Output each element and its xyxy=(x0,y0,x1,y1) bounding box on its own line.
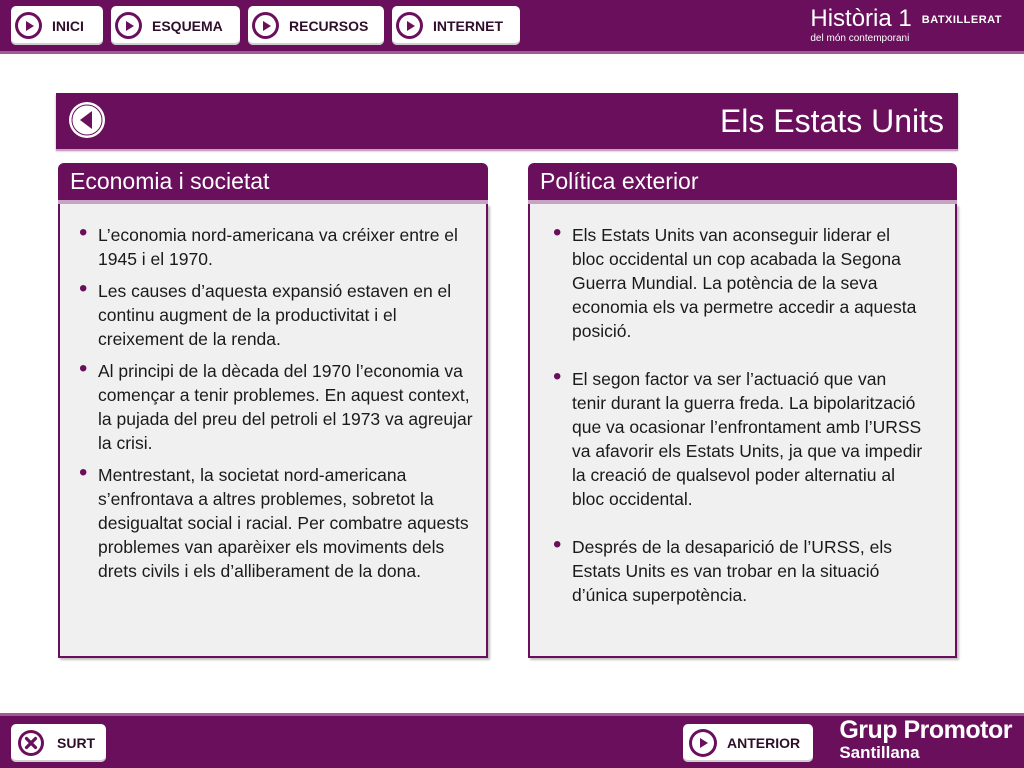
play-icon xyxy=(689,729,717,757)
list-item: • Els Estats Units van aconseguir liderar el bloc occidental un cop acabada la Segona Guerra Mundial. La potència de la seva economia els va permetre accedir a aquesta posició. xyxy=(553,223,923,343)
play-icon xyxy=(15,12,42,39)
panel-politica xyxy=(528,163,957,658)
play-icon xyxy=(396,12,423,39)
panel-heading: Economia i societat xyxy=(58,163,488,200)
nav-button-label: ESQUEMA xyxy=(152,17,223,34)
play-icon xyxy=(115,12,142,39)
page-header xyxy=(56,93,958,149)
page-header-divider xyxy=(56,149,958,151)
nav-button-label: INTERNET xyxy=(433,17,503,34)
list-item: • El segon factor va ser l’actuació que van tenir durant la guerra freda. La bipolarització que va ocasionar l’enfrontament amb l’URSS va afavorir els Estats Units, ja que va impedir la creació de qualsevol poder alternatiu al bloc occidental. xyxy=(553,367,923,511)
page-title: Els Estats Units xyxy=(719,103,944,139)
nav-button-inici[interactable] xyxy=(11,6,103,45)
list-item: • L’economia nord-americana va créixer entre el 1945 i el 1970. xyxy=(79,223,474,271)
play-icon xyxy=(252,12,279,39)
list-item: • Les causes d’aquesta expansió estaven en el continu augment de la productivitat i el creixement de la renda. xyxy=(79,279,474,351)
top-bar-divider xyxy=(0,51,1024,54)
exit-button-label: SURT xyxy=(57,735,96,751)
bullet-list xyxy=(79,223,474,583)
list-item: • Després de la desaparició de l’URSS, els Estats Units es van trobar en la situació d’única superpotència. xyxy=(553,535,923,607)
footer-bar xyxy=(0,716,1024,768)
previous-button[interactable] xyxy=(683,724,813,762)
nav-button-label: INICI xyxy=(52,17,84,34)
brand-badge: BATXILLERAT xyxy=(921,14,1002,26)
logo-line-1: Grup Promotor xyxy=(839,716,1012,744)
nav-button-recursos[interactable] xyxy=(248,6,384,45)
logo-line-2: Santillana xyxy=(839,743,920,762)
panel-heading: Política exterior xyxy=(528,163,957,200)
back-button[interactable] xyxy=(69,102,105,138)
chevron-left-icon xyxy=(69,102,105,138)
panel-body xyxy=(58,204,488,658)
panel-body xyxy=(528,204,957,658)
nav-button-label: RECURSOS xyxy=(289,17,369,34)
exit-button[interactable] xyxy=(11,724,106,762)
brand-title: Història 1 xyxy=(810,5,912,32)
previous-button-label: ANTERIOR xyxy=(727,735,801,751)
nav-button-internet[interactable] xyxy=(392,6,520,45)
nav-button-esquema[interactable] xyxy=(111,6,240,45)
publisher-logo xyxy=(839,716,1012,762)
top-bar xyxy=(0,0,1024,51)
brand-subtitle: del món contemporani xyxy=(810,33,910,44)
panel-economia xyxy=(58,163,488,658)
close-icon xyxy=(17,729,45,757)
list-item: • Mentrestant, la societat nord-americana s’enfrontava a altres problemes, sobretot la desigualtat social i racial. Per combatre aquests problemes van aparèixer els moviments dels drets civils i els d’alliberament de la dona. xyxy=(79,463,474,583)
list-item: • Al principi de la dècada del 1970 l’economia va començar a tenir problemes. En aquest context, la pujada del preu del petroli el 1973 va agreujar la crisi. xyxy=(79,359,474,455)
brand xyxy=(810,7,1002,45)
bullet-list xyxy=(553,223,923,607)
